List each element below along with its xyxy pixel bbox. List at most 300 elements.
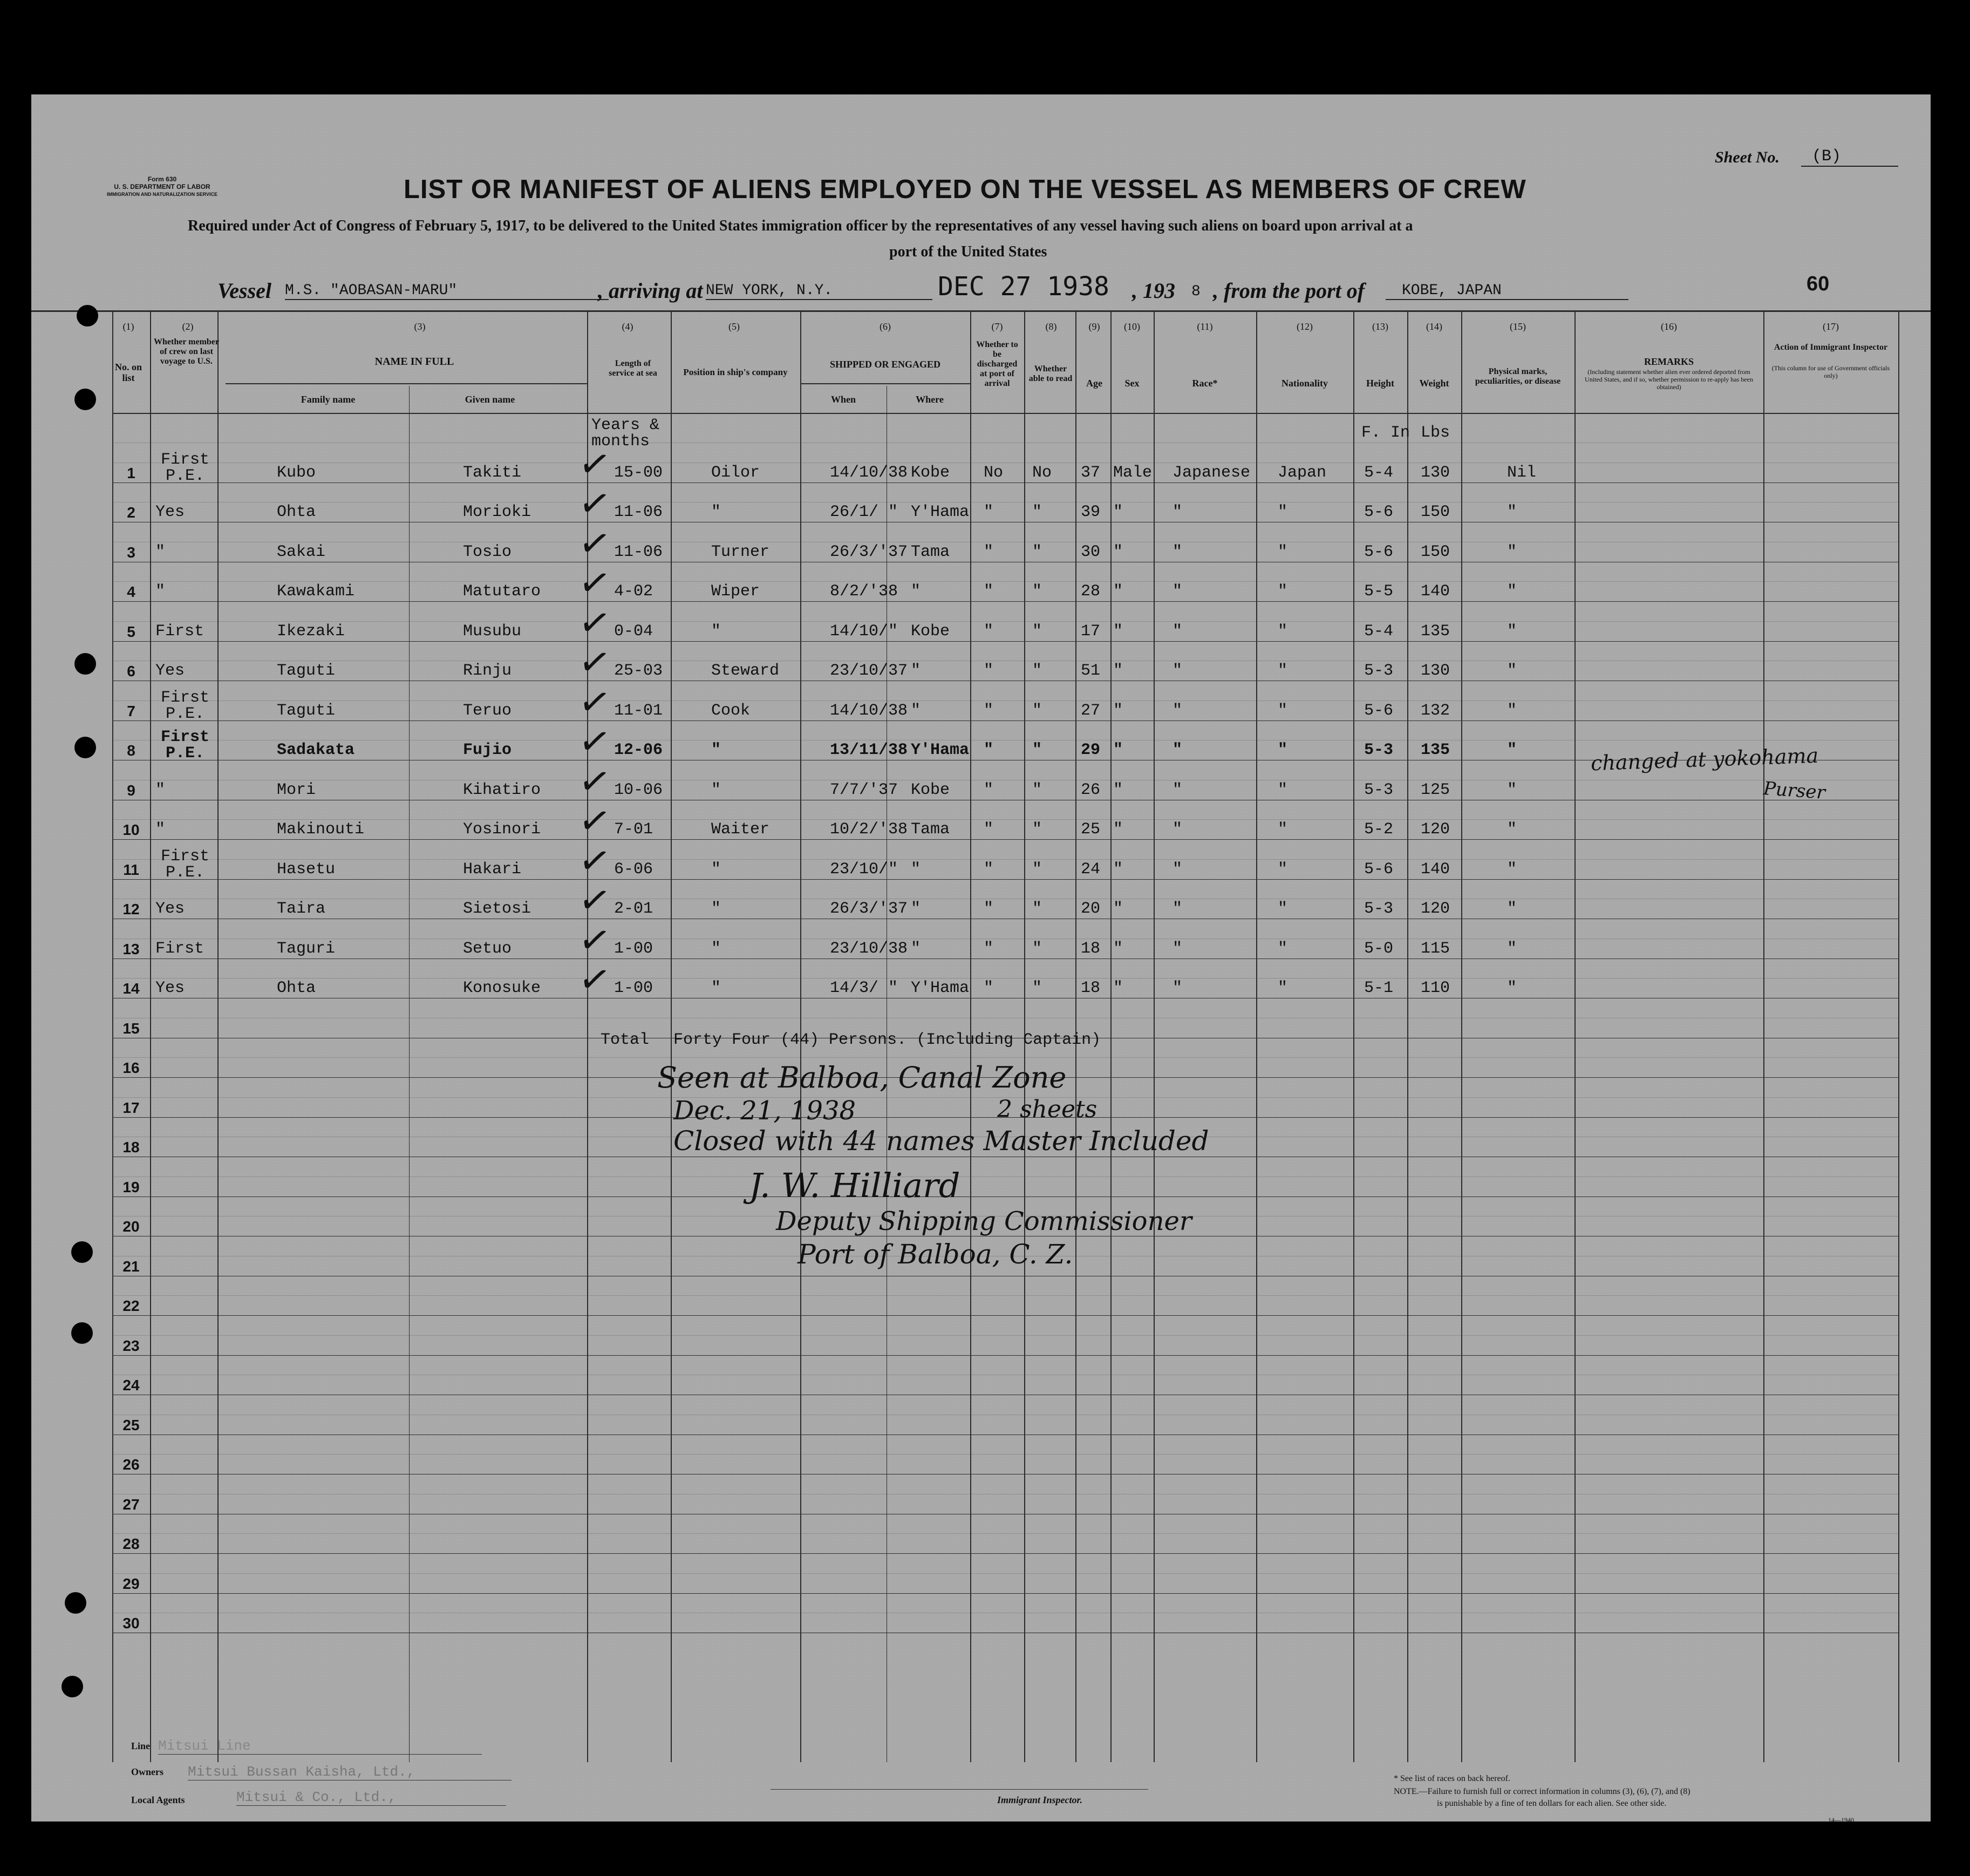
cell-discharged: " xyxy=(984,582,994,601)
row-number: 16 xyxy=(122,1059,140,1077)
punch-hole xyxy=(65,1592,86,1614)
cell-physical-marks: " xyxy=(1507,701,1517,720)
footer-line-label: Line xyxy=(131,1741,151,1751)
cell-weight: 130 xyxy=(1421,662,1450,681)
cell-position: " xyxy=(711,622,721,641)
col-num-5: (5) xyxy=(728,321,740,332)
faint-grid-line xyxy=(112,819,1898,820)
cell-age: 51 xyxy=(1081,662,1101,681)
cell-race: " xyxy=(1173,939,1183,958)
cell-nationality: " xyxy=(1278,860,1288,879)
cell-when: 14/10/38 xyxy=(830,701,908,720)
cell-given-name: Fujio xyxy=(463,741,512,760)
cell-family-name: Hasetu xyxy=(277,860,336,879)
row-number: 28 xyxy=(122,1535,140,1553)
cell-position: " xyxy=(711,503,721,522)
cell-service: 0-04 xyxy=(614,622,653,641)
cell-family-name: Makinouti xyxy=(277,820,365,839)
check-mark-icon: ✓ xyxy=(575,677,615,727)
row-number: 29 xyxy=(122,1575,140,1592)
cell-discharged: " xyxy=(984,979,994,998)
cell-age: 37 xyxy=(1081,463,1101,482)
cell-sex: " xyxy=(1113,900,1123,919)
col-num-15: (15) xyxy=(1510,321,1526,332)
cell-last-voyage: First P.E. xyxy=(160,847,209,882)
year-value: 8 xyxy=(1191,283,1201,300)
header-sub-divider xyxy=(226,383,587,384)
cell-height: 5-3 xyxy=(1364,662,1394,681)
cell-sex: " xyxy=(1113,503,1123,522)
cell-race: " xyxy=(1173,780,1183,799)
punch-hole xyxy=(74,737,96,758)
certification-line-1: Seen at Balboa, Canal Zone xyxy=(657,1061,1067,1095)
cell-nationality: " xyxy=(1278,939,1288,958)
cell-race: " xyxy=(1173,741,1183,760)
cell-sex: " xyxy=(1113,979,1123,998)
from-port-value: KOBE, JAPAN xyxy=(1386,282,1628,300)
cell-sex: " xyxy=(1113,820,1123,839)
col-head-position: Position in ship's company xyxy=(683,367,788,377)
check-mark-icon: ✓ xyxy=(575,836,615,886)
cell-race: " xyxy=(1173,542,1183,561)
cell-service: 15-00 xyxy=(614,463,663,482)
cell-nationality: " xyxy=(1278,701,1288,720)
cell-position: " xyxy=(711,939,721,958)
cell-when: 26/3/'37 xyxy=(830,900,908,919)
cell-where: " xyxy=(911,900,921,919)
grid-column-line xyxy=(1154,310,1155,1762)
from-port-label: , from the port of xyxy=(1213,278,1365,303)
manifest-sheet xyxy=(31,94,1931,1824)
row-number: 2 xyxy=(127,504,135,521)
cell-sex: " xyxy=(1113,780,1123,799)
inspector-label: Immigrant Inspector. xyxy=(997,1795,1083,1805)
grid-column-line xyxy=(217,310,219,1762)
row-number: 17 xyxy=(122,1099,140,1116)
cell-discharged: " xyxy=(984,662,994,681)
cell-height: 5-3 xyxy=(1364,900,1394,919)
row-number: 8 xyxy=(127,742,135,759)
cell-discharged: " xyxy=(984,622,994,641)
date-stamp: DEC 27 1938 xyxy=(938,271,1109,302)
cell-service: 10-06 xyxy=(614,780,663,799)
faint-grid-line xyxy=(112,621,1898,622)
cell-race: " xyxy=(1173,979,1183,998)
grid-column-line xyxy=(1898,310,1899,1762)
cell-weight: 120 xyxy=(1421,820,1450,839)
cell-physical-marks: " xyxy=(1507,662,1517,681)
row-number: 19 xyxy=(122,1178,140,1195)
cell-when: 23/10/37 xyxy=(830,662,908,681)
check-mark-icon: ✓ xyxy=(575,598,615,648)
faint-grid-line xyxy=(112,879,1898,880)
col-head-remarks: REMARKS xyxy=(1644,356,1694,367)
cell-sex: " xyxy=(1113,622,1123,641)
faint-grid-line xyxy=(112,641,1898,642)
cell-height: 5-6 xyxy=(1364,542,1394,561)
faint-grid-line xyxy=(112,1315,1898,1316)
cell-weight: 120 xyxy=(1421,900,1450,919)
col-head-read: Whether able to read xyxy=(1028,364,1073,383)
cell-position: " xyxy=(711,860,721,879)
inspector-signature-line xyxy=(771,1789,1148,1790)
cell-age: 30 xyxy=(1081,542,1101,561)
grid-column-line xyxy=(1407,310,1408,1762)
manifest-title: LIST OR MANIFEST OF ALIENS EMPLOYED ON THE VESSEL AS MEMBERS OF CREW xyxy=(404,175,1526,204)
cell-height: 5-0 xyxy=(1364,939,1394,958)
arriving-port: NEW YORK, N.Y. xyxy=(706,282,932,300)
cell-nationality: " xyxy=(1278,979,1288,998)
cell-where: " xyxy=(911,701,921,720)
faint-grid-line xyxy=(112,859,1898,860)
cell-last-voyage: Yes xyxy=(155,503,185,522)
col-num-6: (6) xyxy=(880,321,891,332)
cell-last-voyage: Yes xyxy=(155,662,185,681)
faint-grid-line xyxy=(112,1335,1898,1336)
row-number: 3 xyxy=(127,543,135,561)
cell-height: 5-4 xyxy=(1364,463,1394,482)
total-value: Forty Four (44) Persons. (Including Captain) xyxy=(673,1031,1101,1049)
row-number: 11 xyxy=(123,861,139,878)
cell-when: 10/2/'38 xyxy=(830,820,908,839)
service-units: Years & months xyxy=(591,416,660,451)
cell-given-name: Morioki xyxy=(463,503,531,522)
col-head-shipped: SHIPPED OR ENGAGED xyxy=(829,359,941,370)
col-num-11: (11) xyxy=(1197,321,1213,332)
cell-sex: " xyxy=(1113,741,1123,760)
cell-family-name: Mori xyxy=(277,780,316,799)
cell-when: 23/10/38 xyxy=(830,939,908,958)
header-bottom-line xyxy=(112,413,1898,414)
cell-weight: 132 xyxy=(1421,701,1450,720)
cell-read: " xyxy=(1032,662,1042,681)
cell-physical-marks: " xyxy=(1507,542,1517,561)
cell-family-name: Taguri xyxy=(277,939,336,958)
check-mark-icon: ✓ xyxy=(575,479,615,528)
cell-where: Y'Hama xyxy=(911,979,970,998)
col-num-3: (3) xyxy=(414,321,426,332)
footer-owners-value: Mitsui Bussan Kaisha, Ltd., xyxy=(188,1764,512,1780)
remark-signature: Purser xyxy=(1762,778,1826,804)
col-num-10: (10) xyxy=(1124,321,1140,332)
cell-position: " xyxy=(711,780,721,799)
cell-where: Y'Hama xyxy=(911,503,970,522)
cell-family-name: Ikezaki xyxy=(277,622,345,641)
check-mark-icon: ✓ xyxy=(575,439,615,489)
punch-hole xyxy=(71,1241,93,1263)
faint-grid-line xyxy=(112,1295,1898,1296)
cell-last-voyage: " xyxy=(155,780,166,799)
cell-read: " xyxy=(1032,622,1042,641)
check-mark-icon: ✓ xyxy=(575,519,615,568)
cell-discharged: " xyxy=(984,701,994,720)
cell-physical-marks: " xyxy=(1507,582,1517,601)
header-sub-divider xyxy=(800,383,970,384)
cell-race: " xyxy=(1173,860,1183,879)
cell-height: 5-3 xyxy=(1364,780,1394,799)
row-number: 20 xyxy=(122,1218,140,1235)
row-number: 7 xyxy=(127,702,135,719)
cell-weight: 140 xyxy=(1421,860,1450,879)
cell-last-voyage: Yes xyxy=(155,900,185,919)
col-head-weight: Weight xyxy=(1419,378,1449,389)
manifest-subtitle-line2: port of the United States xyxy=(889,243,1047,260)
check-mark-icon: ✓ xyxy=(575,717,615,766)
cell-where: " xyxy=(911,582,921,601)
cell-service: 11-06 xyxy=(614,542,663,561)
cell-last-voyage: " xyxy=(155,542,166,561)
cell-age: 29 xyxy=(1081,741,1101,760)
cell-position: " xyxy=(711,900,721,919)
footer-agents-value: Mitsui & Co., Ltd., xyxy=(236,1789,506,1806)
col-num-16: (16) xyxy=(1661,321,1677,332)
cell-discharged: " xyxy=(984,860,994,879)
cell-read: " xyxy=(1032,780,1042,799)
cell-last-voyage: First xyxy=(155,622,205,641)
check-mark-icon: ✓ xyxy=(575,955,615,1004)
cell-sex: " xyxy=(1113,582,1123,601)
cell-nationality: Japan xyxy=(1278,463,1327,482)
cell-read: " xyxy=(1032,542,1042,561)
cell-position: " xyxy=(711,741,721,760)
service-name: IMMIGRATION AND NATURALIZATION SERVICE xyxy=(107,192,217,197)
check-mark-icon: ✓ xyxy=(575,915,615,965)
cell-race: " xyxy=(1173,622,1183,641)
cell-service: 7-01 xyxy=(614,820,653,839)
col-num-17: (17) xyxy=(1823,321,1839,332)
col-num-12: (12) xyxy=(1297,321,1313,332)
punch-hole xyxy=(77,305,98,327)
row-number: 10 xyxy=(122,821,140,839)
grid-column-line xyxy=(1763,310,1764,1762)
cell-weight: 150 xyxy=(1421,503,1450,522)
col-head-no: No. on list xyxy=(115,362,142,383)
grid-column-line xyxy=(1461,310,1462,1762)
cell-given-name: Sietosi xyxy=(463,900,531,919)
cell-read: " xyxy=(1032,939,1042,958)
cell-race: " xyxy=(1173,662,1183,681)
cell-age: 18 xyxy=(1081,979,1101,998)
arriving-label: , arriving at xyxy=(598,278,703,303)
cell-read: " xyxy=(1032,860,1042,879)
row-number: 22 xyxy=(122,1297,140,1315)
cell-given-name: Kihatiro xyxy=(463,780,541,799)
col-head-race: Race* xyxy=(1192,378,1218,389)
row-number: 27 xyxy=(122,1496,140,1513)
cell-given-name: Setuo xyxy=(463,939,512,958)
cell-nationality: " xyxy=(1278,582,1288,601)
footer-form-code: 14—1940 xyxy=(1828,1816,1854,1824)
col-head-name: NAME IN FULL xyxy=(374,356,454,368)
row-number: 18 xyxy=(122,1139,140,1156)
cell-position: Wiper xyxy=(711,582,760,601)
col-num-7: (7) xyxy=(991,321,1003,332)
cell-given-name: Yosinori xyxy=(463,820,541,839)
col-num-1: (1) xyxy=(122,321,134,332)
faint-grid-line xyxy=(112,1355,1898,1356)
cell-given-name: Konosuke xyxy=(463,979,541,998)
col-num-4: (4) xyxy=(622,321,633,332)
weight-units: Lbs xyxy=(1421,424,1450,442)
cell-weight: 150 xyxy=(1421,542,1450,561)
cell-where: Kobe xyxy=(911,463,950,482)
cell-weight: 130 xyxy=(1421,463,1450,482)
col-num-14: (14) xyxy=(1426,321,1442,332)
vessel-label: Vessel xyxy=(217,278,271,303)
row-number: 21 xyxy=(122,1258,140,1275)
cell-family-name: Sakai xyxy=(277,542,326,561)
cell-age: 18 xyxy=(1081,939,1101,958)
cell-last-voyage: First P.E. xyxy=(160,728,209,763)
cell-position: " xyxy=(711,979,721,998)
cell-age: 20 xyxy=(1081,900,1101,919)
cell-physical-marks: " xyxy=(1507,860,1517,879)
check-mark-icon: ✓ xyxy=(575,875,615,925)
col-head-service: Length of service at sea xyxy=(609,359,657,378)
punch-hole xyxy=(74,653,96,675)
cell-discharged: " xyxy=(984,820,994,839)
form-department-block xyxy=(107,175,217,198)
cell-physical-marks: " xyxy=(1507,820,1517,839)
certification-signature: J. W. Hilliard xyxy=(749,1166,960,1205)
cell-discharged: " xyxy=(984,542,994,561)
cell-position: Steward xyxy=(711,662,780,681)
check-mark-icon: ✓ xyxy=(575,558,615,608)
faint-grid-line xyxy=(112,601,1898,602)
cell-position: Oilor xyxy=(711,463,760,482)
grid-column-line xyxy=(1256,310,1257,1762)
cell-where: Tama xyxy=(911,542,950,561)
cell-when: 14/3/ " xyxy=(830,979,898,998)
cell-sex: " xyxy=(1113,662,1123,681)
cell-given-name: Tosio xyxy=(463,542,512,561)
cell-when: 14/10/38 xyxy=(830,463,908,482)
footer-line-value: Mitsui Line xyxy=(158,1738,482,1755)
cell-given-name: Rinju xyxy=(463,662,512,681)
footer-note-penalty: NOTE.—Failure to furnish full or correct information in columns (3), (6), (7), and (8) xyxy=(1394,1787,1690,1796)
cell-age: 27 xyxy=(1081,701,1101,720)
cell-when: 7/7/'37 xyxy=(830,780,898,799)
col-head-last-voyage: Whether member of crew on last voyage to U.S. xyxy=(154,337,219,366)
cell-given-name: Matutaro xyxy=(463,582,541,601)
footer-note-races: * See list of races on back hereof. xyxy=(1394,1774,1510,1783)
cell-nationality: " xyxy=(1278,503,1288,522)
cell-given-name: Musubu xyxy=(463,622,522,641)
cell-read: " xyxy=(1032,900,1042,919)
cell-height: 5-4 xyxy=(1364,622,1394,641)
cell-family-name: Ohta xyxy=(277,979,316,998)
footer-owners-label: Owners xyxy=(131,1766,163,1777)
cell-position: Waiter xyxy=(711,820,770,839)
grid-column-line xyxy=(1110,310,1112,1762)
certification-line-3: Closed with 44 names Master Included xyxy=(673,1125,1209,1157)
cell-when: 14/10/" xyxy=(830,622,898,641)
cell-height: 5-3 xyxy=(1364,741,1394,760)
cell-discharged: No xyxy=(984,463,1004,482)
cell-service: 4-02 xyxy=(614,582,653,601)
cell-nationality: " xyxy=(1278,741,1288,760)
col-num-8: (8) xyxy=(1045,321,1057,332)
cell-physical-marks: " xyxy=(1507,979,1517,998)
punch-hole xyxy=(74,389,96,410)
cell-height: 5-1 xyxy=(1364,979,1394,998)
cell-age: 25 xyxy=(1081,820,1101,839)
cell-race: " xyxy=(1173,582,1183,601)
vessel-name: M.S. "AOBASAN-MARU" xyxy=(285,282,609,300)
sheet-number-label: Sheet No. xyxy=(1715,148,1780,166)
grid-column-line xyxy=(1353,310,1354,1762)
cell-physical-marks: Nil xyxy=(1507,463,1537,482)
cell-family-name: Taguti xyxy=(277,701,336,720)
row-number: 23 xyxy=(122,1337,140,1354)
cell-nationality: " xyxy=(1278,820,1288,839)
cell-last-voyage: Yes xyxy=(155,979,185,998)
faint-grid-line xyxy=(112,581,1898,582)
page-mark: 60 xyxy=(1807,273,1830,295)
check-mark-icon: ✓ xyxy=(575,796,615,846)
row-number: 15 xyxy=(122,1019,140,1037)
cell-weight: 110 xyxy=(1421,979,1450,998)
cell-service: 25-03 xyxy=(614,662,663,681)
cell-sex: " xyxy=(1113,860,1123,879)
cell-service: 11-06 xyxy=(614,503,663,522)
row-number: 13 xyxy=(122,940,140,957)
cell-nationality: " xyxy=(1278,662,1288,681)
grid-subcolumn-line xyxy=(409,386,410,1762)
cell-nationality: " xyxy=(1278,542,1288,561)
certification-sheets: 2 sheets xyxy=(997,1096,1098,1123)
grid-column-line xyxy=(671,310,672,1762)
col-head-height: Height xyxy=(1366,378,1394,389)
cell-weight: 140 xyxy=(1421,582,1450,601)
cell-given-name: Teruo xyxy=(463,701,512,720)
cell-read: " xyxy=(1032,820,1042,839)
cell-when: 23/10/" xyxy=(830,860,898,879)
cell-discharged: " xyxy=(984,741,994,760)
cell-service: 1-00 xyxy=(614,979,653,998)
col-num-13: (13) xyxy=(1372,321,1388,332)
cell-service: 6-06 xyxy=(614,860,653,879)
cell-sex: Male xyxy=(1113,463,1153,482)
cell-where: " xyxy=(911,860,921,879)
cell-when: 26/3/'37 xyxy=(830,542,908,561)
cell-physical-marks: " xyxy=(1507,741,1517,760)
cell-where: Y'Hama xyxy=(911,741,970,760)
footer-agents-label: Local Agents xyxy=(131,1795,185,1805)
cell-sex: " xyxy=(1113,542,1123,561)
cell-read: " xyxy=(1032,741,1042,760)
cell-physical-marks: " xyxy=(1507,900,1517,919)
cell-given-name: Takiti xyxy=(463,463,522,482)
punch-hole xyxy=(71,1322,93,1344)
cell-read: " xyxy=(1032,582,1042,601)
cell-when: 13/11/38 xyxy=(830,741,908,760)
row-number: 26 xyxy=(122,1456,140,1473)
col-head-when: When xyxy=(830,394,856,405)
total-label: Total xyxy=(601,1031,650,1049)
punch-hole xyxy=(62,1676,83,1697)
cell-height: 5-6 xyxy=(1364,860,1394,879)
col-head-physical-marks: Physical marks, peculiarities, or disease xyxy=(1475,367,1561,386)
certification-port: Port of Balboa, C. Z. xyxy=(797,1239,1073,1270)
department-name: U. S. DEPARTMENT OF LABOR xyxy=(114,183,210,191)
remark-row-8: changed at yokohama xyxy=(1590,743,1819,776)
cell-nationality: " xyxy=(1278,900,1288,919)
row-number: 9 xyxy=(127,781,135,799)
cell-age: 28 xyxy=(1081,582,1101,601)
faint-grid-line xyxy=(112,482,1898,483)
cell-race: " xyxy=(1173,503,1183,522)
